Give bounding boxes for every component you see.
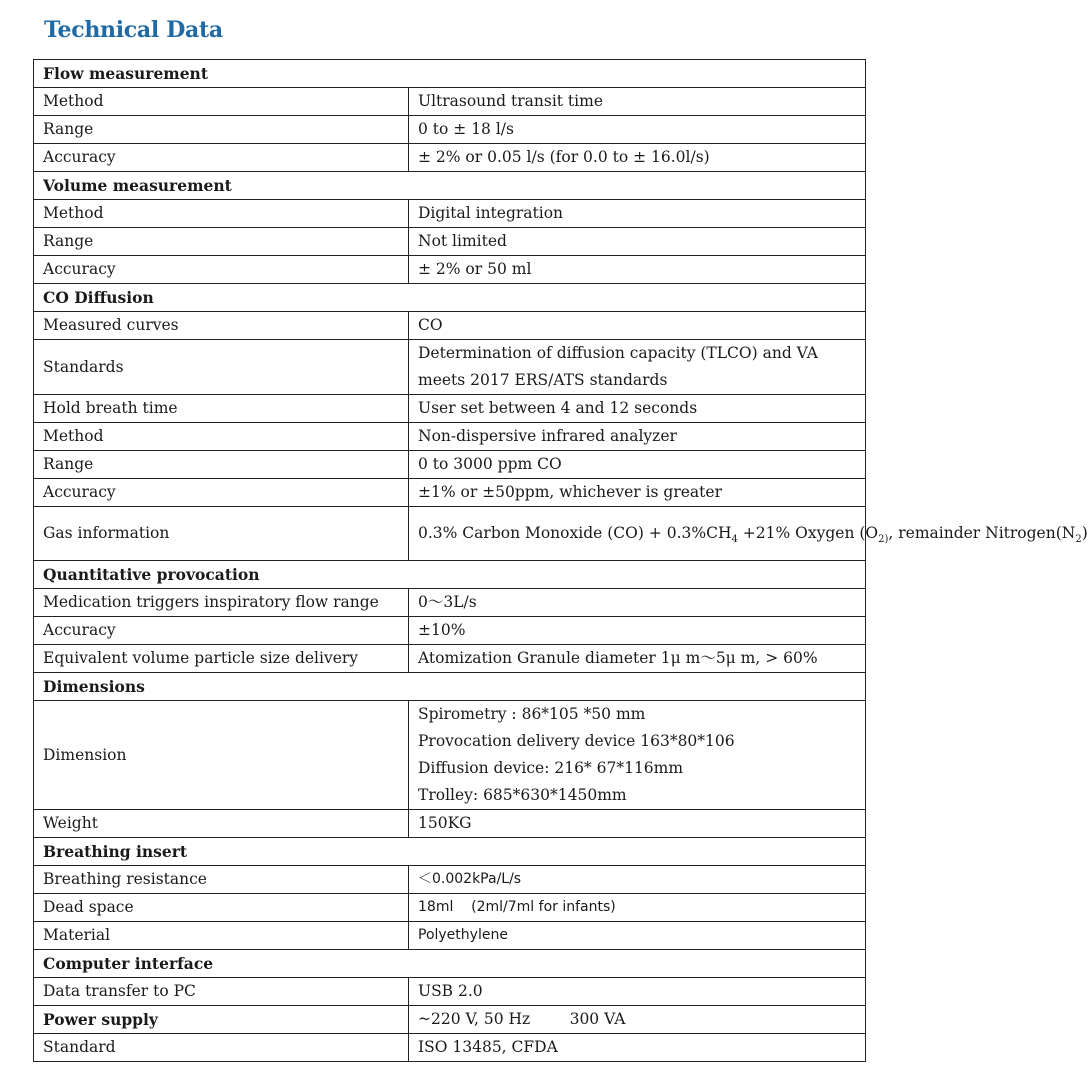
section-computer-interface: Computer interface (34, 950, 866, 978)
row-value: 0 to 3000 ppm CO (409, 451, 866, 479)
row-value: ~220 V, 50 Hz 300 VA (409, 1006, 866, 1034)
row-value-gas-information (409, 507, 1088, 561)
standards-line-1: Determination of diffusion capacity (TLCO) and VA (418, 344, 819, 362)
table-row (34, 894, 866, 922)
table-row (34, 200, 866, 228)
gas-sub-1: 4 (731, 534, 738, 546)
row-label: Range (34, 228, 409, 256)
row-label-power-supply: Power supply (34, 1006, 409, 1034)
row-value: 18ml (2ml/7ml for infants) (409, 894, 866, 922)
table-row (34, 395, 866, 423)
section-header-row (34, 172, 866, 200)
technical-data-table (33, 59, 1088, 1062)
dimension-line-3: Diffusion device: 216* 67*116mm (418, 759, 684, 777)
dimension-line-1: Spirometry : 86*105 *50 mm (418, 705, 646, 723)
section-flow-measurement: Flow measurement (34, 60, 866, 88)
section-dimensions: Dimensions (34, 673, 866, 701)
section-header-row (34, 561, 866, 589)
row-value: USB 2.0 (409, 978, 866, 1006)
row-label: Range (34, 116, 409, 144)
row-label: Dimension (34, 701, 409, 810)
row-label: Equivalent volume particle size delivery (34, 645, 409, 673)
section-header-row (34, 284, 866, 312)
row-value: ISO 13485, CFDA (409, 1034, 866, 1062)
gas-text-1: 0.3% Carbon Monoxide (CO) + 0.3%CH (418, 524, 732, 542)
section-header-row (34, 838, 866, 866)
row-label: Method (34, 423, 409, 451)
section-volume-measurement: Volume measurement (34, 172, 866, 200)
table-row (34, 479, 866, 507)
table-row (34, 810, 866, 838)
table-row (34, 866, 866, 894)
row-label: Weight (34, 810, 409, 838)
table-row (34, 116, 866, 144)
table-row (34, 1034, 866, 1062)
table-row (34, 312, 866, 340)
row-label: Method (34, 200, 409, 228)
table-row (34, 340, 866, 395)
row-value (409, 340, 866, 395)
row-value: ± 2% or 0.05 l/s (for 0.0 to ± 16.0l/s) (409, 144, 866, 172)
row-value: 0～3L/s (409, 589, 866, 617)
row-value: ±1% or ±50ppm, whichever is greater (409, 479, 866, 507)
table-row (34, 922, 866, 950)
table-row (34, 978, 866, 1006)
row-value: Non-dispersive infrared analyzer (409, 423, 866, 451)
page-title: Technical Data (44, 17, 223, 43)
row-label: Accuracy (34, 256, 409, 284)
row-value: 150KG (409, 810, 866, 838)
row-label: Accuracy (34, 479, 409, 507)
gas-text-2: +21% Oxygen (O (737, 524, 879, 542)
table-row (34, 617, 866, 645)
row-label: Gas information (34, 507, 409, 561)
table-row (34, 589, 866, 617)
row-value: Atomization Granule diameter 1μ m～5μ m, > 60% (409, 645, 866, 673)
gas-text-3: , remainder Nitrogen(N (888, 524, 1076, 542)
table-row (34, 144, 866, 172)
table-row (34, 423, 866, 451)
row-value: Not limited (409, 228, 866, 256)
row-value: Digital integration (409, 200, 866, 228)
section-co-diffusion: CO Diffusion (34, 284, 866, 312)
row-label: Medication triggers inspiratory flow range (34, 589, 409, 617)
dimension-line-2: Provocation delivery device 163*80*106 (418, 732, 735, 750)
row-label: Breathing resistance (34, 866, 409, 894)
row-label: Standards (34, 340, 409, 395)
row-label: Accuracy (34, 144, 409, 172)
table-row (34, 701, 866, 810)
dimension-line-4: Trolley: 685*630*1450mm (418, 786, 627, 804)
row-label: Hold breath time (34, 395, 409, 423)
section-header-row (34, 673, 866, 701)
table-row (34, 88, 866, 116)
table-row (34, 256, 866, 284)
table-row (34, 228, 866, 256)
row-value: User set between 4 and 12 seconds (409, 395, 866, 423)
row-value-dimensions (409, 701, 866, 810)
row-value: ± 2% or 50 ml (409, 256, 866, 284)
row-label: Data transfer to PC (34, 978, 409, 1006)
row-value: ＜0.002kPa/L/s (409, 866, 866, 894)
gas-text-4: ) (1081, 524, 1088, 542)
row-value: 0 to ± 18 l/s (409, 116, 866, 144)
row-value: ±10% (409, 617, 866, 645)
table-row (34, 1006, 866, 1034)
section-breathing-insert: Breathing insert (34, 838, 866, 866)
row-label: Material (34, 922, 409, 950)
standards-line-2: meets 2017 ERS/ATS standards (418, 371, 668, 389)
row-label: Dead space (34, 894, 409, 922)
gas-sub-2: 2) (878, 534, 889, 546)
row-value: CO (409, 312, 866, 340)
row-label: Measured curves (34, 312, 409, 340)
section-quantitative-provocation: Quantitative provocation (34, 561, 866, 589)
section-header-row (34, 60, 866, 88)
section-header-row (34, 950, 866, 978)
row-value: Polyethylene (409, 922, 866, 950)
table-row (34, 645, 866, 673)
row-label: Range (34, 451, 409, 479)
gas-sub-3: 2 (1075, 534, 1082, 546)
table-row (34, 451, 866, 479)
row-label: Accuracy (34, 617, 409, 645)
row-label: Standard (34, 1034, 409, 1062)
table-row (34, 507, 866, 561)
row-value: Ultrasound transit time (409, 88, 866, 116)
row-label: Method (34, 88, 409, 116)
